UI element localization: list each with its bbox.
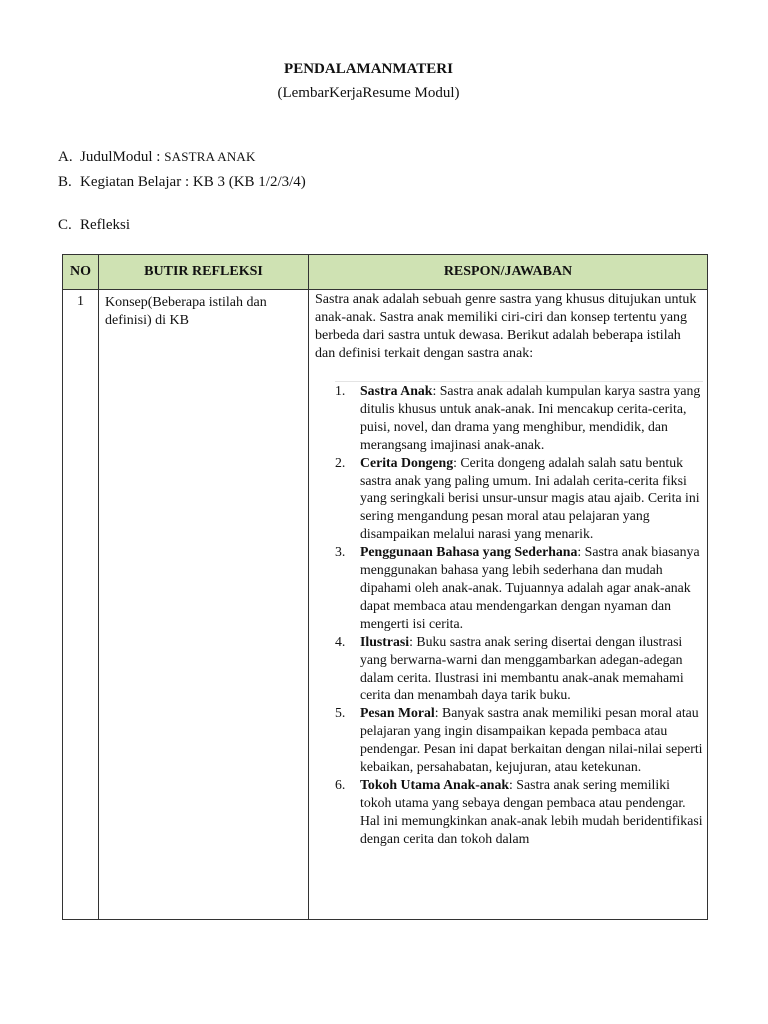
list-item — [335, 704, 703, 776]
list-number: 5. — [335, 705, 346, 721]
item-letter: C. — [58, 217, 72, 233]
item-letter: A. — [58, 149, 73, 165]
row-number: 1 — [63, 290, 99, 920]
list-item — [335, 454, 703, 544]
module-title-line — [58, 149, 256, 166]
list-number: 3. — [335, 544, 346, 560]
row-respon — [309, 290, 708, 920]
reflection-heading — [58, 217, 130, 234]
list-text: : Cerita dongeng adalah salah satu bentuk sastra anak yang paling umum. Ini adalah cerita-cerita fiksi yang seringkali berisi unsur-unsur magis atau ajaib. Cerita ini sering mengandung pesan moral atau pelajaran yang disampaikan melalui narasi yang menarik. — [360, 454, 700, 542]
list-number: 1. — [335, 383, 346, 398]
module-title-label: JudulModul : — [80, 149, 165, 165]
learning-activity-line — [58, 174, 306, 191]
header-butir: BUTIR REFLEKSI — [99, 255, 309, 290]
module-title-value: SASTRA ANAK — [164, 149, 256, 164]
list-term: Tokoh Utama Anak-anak — [360, 776, 510, 792]
list-text: : Buku sastra anak sering disertai dengan ilustrasi yang berwarna-warni dan menggambarkan adegan-adegan dalam cerita. Ilustrasi ini membantu anak-anak memahami cerita dan menambah daya tarik buku. — [360, 633, 684, 703]
respon-intro: Sastra anak adalah sebuah genre sastra yang khusus ditujukan untuk anak-anak. Sastra anak memiliki ciri-ciri dan konsep tertentu yang berbeda dari sastra untuk dewasa. Berikut adalah beberapa istilah dan definisi terkait dengan sastra anak: — [315, 292, 697, 361]
list-item — [335, 633, 703, 705]
list-text: : Sastra anak biasanya menggunakan bahasa yang lebih sederhana dan mudah dipahami oleh anak-anak. Tujuannya adalah agar anak-anak dapat membaca atau mendengarkan dengan nyaman dan mengerti isi cerita. — [360, 544, 700, 631]
list-term: Ilustrasi — [360, 633, 410, 649]
list-text: : Sastra anak sering memiliki tokoh utama yang sebaya dengan pembaca atau pendengar. Hal ini memungkinkan anak-anak lebih mudah beridentifikasi dengan cerita dan tokoh dalam — [360, 776, 703, 846]
list-term: Cerita Dongeng — [360, 454, 454, 470]
table-row — [63, 290, 708, 920]
list-number: 6. — [335, 776, 346, 792]
list-term: Pesan Moral — [360, 705, 435, 721]
definition-list — [335, 381, 703, 848]
page-subtitle: (LembarKerjaResume Modul) — [277, 85, 460, 101]
list-item — [335, 382, 703, 454]
learning-activity-label: Kegiatan Belajar : KB 3 (KB 1/2/3/4) — [80, 174, 306, 190]
table-header-row — [63, 255, 708, 290]
list-number: 2. — [335, 454, 346, 470]
header-respon: RESPON/JAWABAN — [309, 255, 708, 290]
list-item — [335, 776, 703, 848]
row-butir: Konsep(Beberapa istilah dan definisi) di KB — [99, 290, 309, 920]
page-title: PENDALAMANMATERI — [284, 61, 453, 77]
reflection-label: Refleksi — [80, 217, 130, 233]
item-letter: B. — [58, 174, 72, 190]
list-text: : Banyak sastra anak memiliki pesan moral atau pelajaran yang ingin disampaikan kepada pembaca atau pendengar. Pesan ini dapat berkaitan dengan nilai-nilai seperti kebaikan, persahabatan, kejujuran, atau ketekunan. — [360, 705, 703, 775]
list-term: Sastra Anak — [360, 383, 433, 398]
list-number: 4. — [335, 633, 346, 649]
list-text: : Sastra anak adalah kumpulan karya sastra yang ditulis khusus untuk anak-anak. Ini mencakup cerita-cerita, puisi, novel, dan drama yang menghibur, mendidik, dan merangsang imajinasi anak-anak. — [360, 383, 701, 452]
header-no: NO — [63, 255, 99, 290]
list-item — [335, 543, 703, 633]
reflection-table — [62, 254, 708, 920]
list-term: Penggunaan Bahasa yang Sederhana — [360, 544, 578, 560]
